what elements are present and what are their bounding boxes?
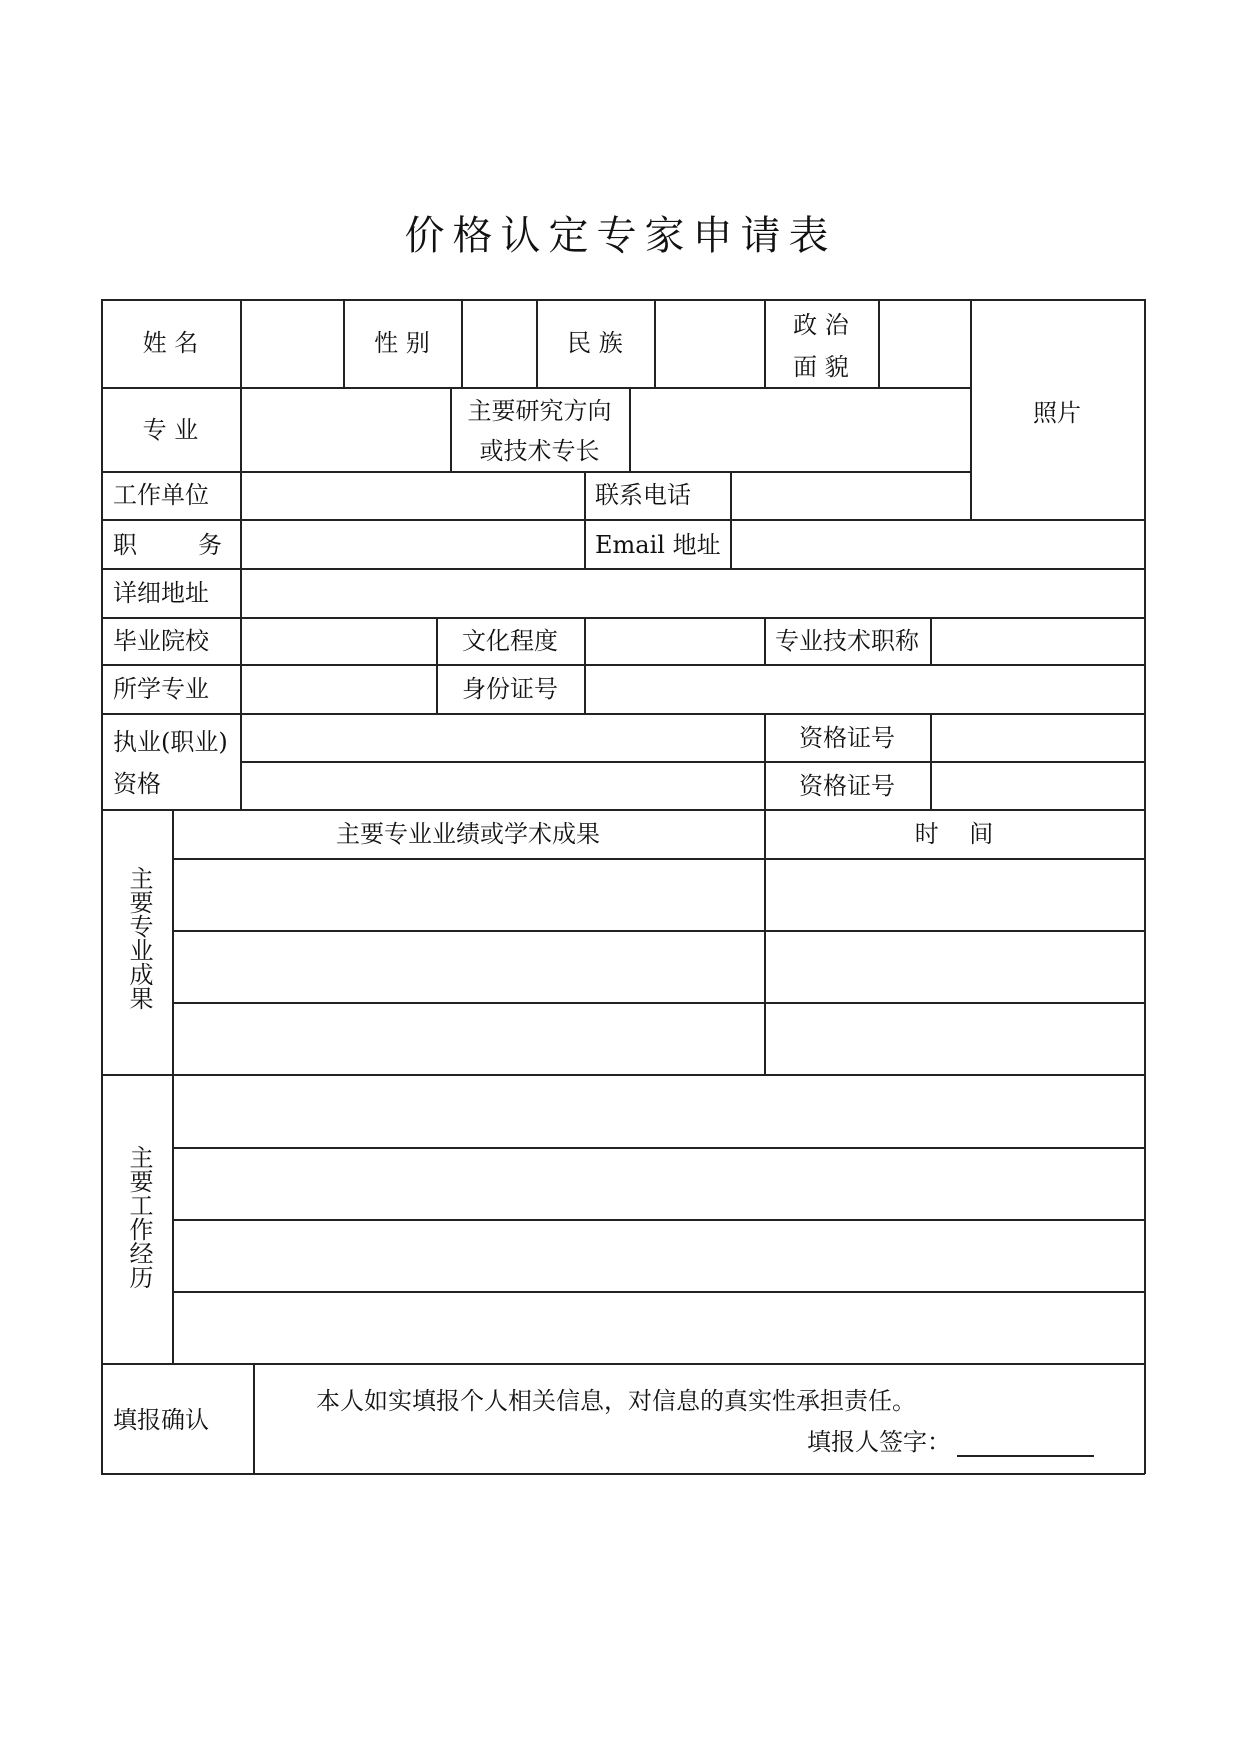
qualification-field-2[interactable]: [241, 762, 764, 809]
achievement-time-3[interactable]: [765, 1003, 1144, 1074]
label-ethnicity: 民 族: [567, 329, 623, 357]
achievement-row-1[interactable]: [173, 859, 764, 930]
email-field[interactable]: [731, 520, 1144, 568]
label-qualification-line2: 资格: [113, 770, 161, 798]
label-professional-title: 专业技术职称: [775, 627, 919, 655]
label-qualification-line1: 执业(职业): [113, 728, 228, 756]
gender-field[interactable]: [462, 300, 536, 387]
address-field[interactable]: [241, 569, 1144, 617]
professional-title-field[interactable]: [931, 618, 1144, 664]
experience-row-1[interactable]: [173, 1075, 1144, 1147]
major-field[interactable]: [241, 388, 450, 471]
label-confirmation: 填报确认: [113, 1406, 209, 1434]
cert-no-field-1[interactable]: [931, 714, 1144, 761]
label-political-status-line1: 政 治: [793, 311, 849, 339]
label-email: Email 地址: [595, 531, 721, 559]
achievement-time-2[interactable]: [765, 931, 1144, 1002]
label-school: 毕业院校: [113, 627, 209, 655]
qualification-field-1[interactable]: [241, 714, 764, 761]
cert-no-field-2[interactable]: [931, 762, 1144, 809]
research-field[interactable]: [630, 388, 970, 471]
time-header: 时 间: [914, 820, 994, 848]
label-address: 详细地址: [113, 579, 209, 607]
id-number-field[interactable]: [585, 665, 1144, 713]
signature-line[interactable]: [957, 1455, 1094, 1457]
studied-major-field[interactable]: [241, 665, 436, 713]
position-field[interactable]: [241, 520, 584, 568]
label-signature: 填报人签字：: [807, 1428, 951, 1456]
achievements-header: 主要专业业绩或学术成果: [336, 820, 600, 848]
label-major: 专 业: [142, 416, 199, 444]
photo-area[interactable]: [971, 300, 1144, 519]
label-gender: 性 别: [374, 329, 430, 357]
label-phone: 联系电话: [595, 481, 691, 509]
label-studied-major: 所学专业: [113, 675, 209, 703]
label-cert-no-2: 资格证号: [799, 772, 895, 800]
achievement-time-1[interactable]: [765, 859, 1144, 930]
label-id-number: 身份证号: [462, 675, 558, 703]
label-work-unit: 工作单位: [113, 481, 209, 509]
label-name: 姓 名: [142, 329, 199, 357]
phone-field[interactable]: [731, 472, 970, 519]
experience-side-label: 主要工作经历: [125, 1145, 153, 1289]
education-field[interactable]: [585, 618, 764, 664]
label-position: 职 务: [113, 531, 223, 559]
name-field[interactable]: [241, 300, 343, 387]
political-status-field[interactable]: [879, 300, 970, 387]
experience-row-2[interactable]: [173, 1148, 1144, 1219]
ethnicity-field[interactable]: [655, 300, 764, 387]
achievement-row-2[interactable]: [173, 931, 764, 1002]
declaration-text: 本人如实填报个人相关信息，对信息的真实性承担责任。: [316, 1387, 916, 1415]
label-cert-no-1: 资格证号: [799, 724, 895, 752]
label-photo: 照片: [1033, 399, 1081, 427]
experience-row-4[interactable]: [173, 1292, 1144, 1363]
label-political-status-line2: 面 貌: [793, 353, 849, 381]
form-title: 价格认定专家申请表: [404, 213, 837, 259]
experience-row-3[interactable]: [173, 1220, 1144, 1291]
achievement-row-3[interactable]: [173, 1003, 764, 1074]
school-field[interactable]: [241, 618, 436, 664]
label-research-line1: 主要研究方向: [467, 397, 612, 425]
achievements-side-label: 主要专业成果: [125, 866, 153, 1010]
label-education: 文化程度: [462, 627, 558, 655]
label-research-line2: 或技术专长: [479, 437, 600, 465]
work-unit-field[interactable]: [241, 472, 584, 519]
